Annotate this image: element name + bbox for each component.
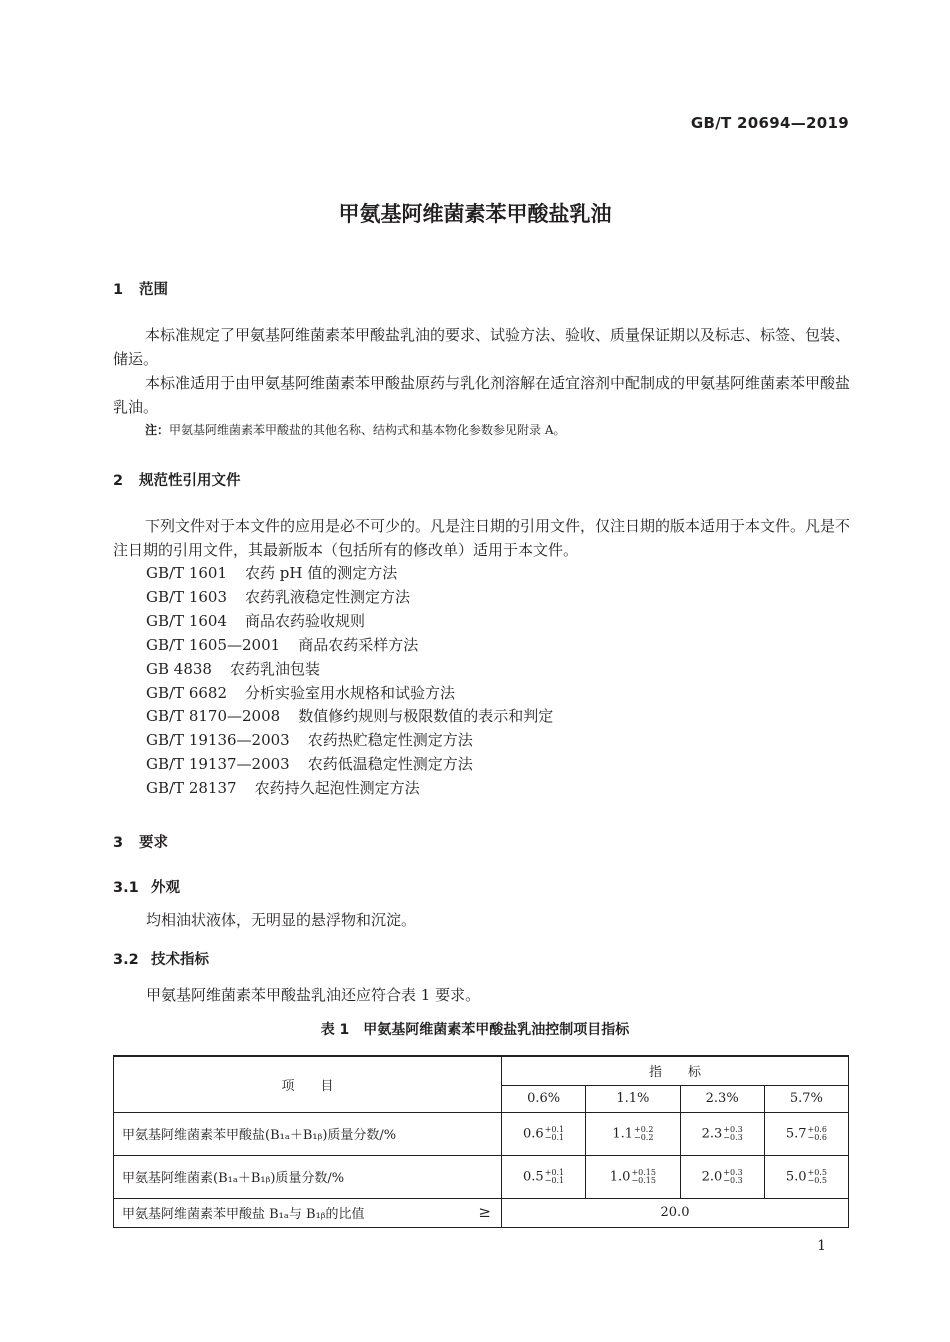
reference-code: GB 4838 — [146, 659, 212, 678]
table-cell: 1.1 +0.2 −0.2 — [586, 1112, 680, 1155]
reference-code: GB/T 6682 — [146, 683, 228, 702]
reference-item — [146, 777, 553, 801]
reference-code: GB/T 1604 — [146, 611, 228, 630]
reference-name: 农药乳油包装 — [229, 659, 320, 678]
table-cell: 1.0 +0.15 −0.15 — [586, 1155, 680, 1198]
section-number: 1 — [113, 282, 124, 298]
column-header: 2.3% — [680, 1085, 764, 1112]
section-3-heading — [113, 831, 168, 852]
section-number: 2 — [113, 473, 124, 489]
reference-item — [146, 610, 553, 634]
reference-code: GB/T 1601 — [146, 564, 228, 582]
table-cell: 20.0 — [502, 1198, 849, 1227]
section-number: 3.2 — [113, 952, 139, 968]
reference-name: 数值修约规则与极限数值的表示和判定 — [298, 707, 554, 726]
reference-name: 农药低温稳定性测定方法 — [307, 755, 473, 774]
reference-code: GB/T 19137—2003 — [146, 755, 290, 774]
row-label: 甲氨基阿维菌素(B₁ₐ＋B₁ᵦ)质量分数/% — [114, 1155, 502, 1198]
section-3-1-heading — [113, 876, 180, 897]
greater-equal-symbol: ≥ — [478, 1203, 491, 1221]
table-cell: 5.7 +0.6 −0.6 — [764, 1112, 848, 1155]
note — [145, 421, 566, 438]
header-index: 指 标 — [502, 1056, 849, 1085]
reference-item — [146, 634, 553, 658]
document-code: GB/T 20694—2019 — [690, 114, 849, 132]
reference-code: GB/T 1605—2001 — [146, 635, 281, 654]
reference-name: 农药乳液稳定性测定方法 — [245, 587, 411, 606]
document-title: 甲氨基阿维菌素苯甲酸盐乳油 — [338, 202, 612, 226]
reference-item — [146, 562, 553, 586]
reference-code: GB/T 8170—2008 — [146, 707, 281, 726]
section-2-heading — [113, 469, 241, 490]
reference-item — [146, 586, 553, 610]
table-row — [114, 1198, 849, 1227]
header-item: 项 目 — [114, 1056, 502, 1112]
table-cell: 5.0 +0.5 −0.5 — [764, 1155, 848, 1198]
reference-item — [146, 682, 553, 706]
table-header-row — [114, 1056, 849, 1085]
reference-name: 分析实验室用水规格和试验方法 — [245, 683, 456, 702]
reference-name: 商品农药采样方法 — [298, 635, 419, 654]
table-caption: 表 1 甲氨基阿维菌素苯甲酸盐乳油控制项目指标 — [320, 1022, 630, 1038]
reference-list — [146, 562, 553, 801]
note-label: 注： — [145, 423, 170, 437]
spec-table — [113, 1055, 849, 1228]
reference-code: GB/T 28137 — [146, 779, 237, 798]
reference-name: 农药热贮稳定性测定方法 — [307, 731, 473, 750]
reference-item — [146, 753, 553, 777]
reference-name: 农药 pH 值的测定方法 — [245, 564, 398, 582]
section-title: 要求 — [139, 835, 168, 851]
reference-code: GB/T 19136—2003 — [146, 731, 290, 750]
column-header: 1.1% — [586, 1085, 680, 1112]
row-label: 甲氨基阿维菌素苯甲酸盐(B₁ₐ＋B₁ᵦ)质量分数/% — [114, 1112, 502, 1155]
paragraph: 下列文件对于本文件的应用是必不可少的。凡是注日期的引用文件，仅注日期的版本适用于本文件。凡是不注日期的引用文件，其最新版本（包括所有的修改单）适用于本文件。 — [113, 517, 851, 559]
section-3-2-heading — [113, 948, 209, 969]
reference-item — [146, 705, 553, 729]
section-title: 外观 — [151, 880, 180, 896]
paragraph: 本标准规定了甲氨基阿维菌素苯甲酸盐乳油的要求、试验方法、验收、质量保证期以及标志、标签、包装、储运。 — [113, 326, 851, 368]
reference-name: 农药持久起泡性测定方法 — [254, 779, 420, 798]
paragraph: 甲氨基阿维菌素苯甲酸盐乳油还应符合表 1 要求。 — [146, 986, 481, 1004]
paragraph: 均相油状液体，无明显的悬浮物和沉淀。 — [146, 911, 417, 929]
reference-name: 商品农药验收规则 — [245, 611, 366, 630]
section-title: 技术指标 — [151, 952, 209, 968]
note-text: 甲氨基阿维菌素苯甲酸盐的其他名称、结构式和基本物化参数参见附录 A。 — [169, 423, 566, 437]
section-1-heading — [113, 278, 168, 299]
table-cell: 0.5 +0.1 −0.1 — [502, 1155, 586, 1198]
page-number: 1 — [817, 1238, 826, 1254]
section-number: 3.1 — [113, 880, 139, 896]
column-header: 0.6% — [502, 1085, 586, 1112]
section-number: 3 — [113, 835, 124, 851]
table-row — [114, 1155, 849, 1198]
paragraph: 本标准适用于由甲氨基阿维菌素苯甲酸盐原药与乳化剂溶解在适宜溶剂中配制成的甲氨基阿维菌素苯甲酸盐乳油。 — [113, 374, 851, 416]
section-title: 范围 — [139, 282, 168, 298]
column-header: 5.7% — [764, 1085, 848, 1112]
reference-code: GB/T 1603 — [146, 587, 228, 606]
row-label: 甲氨基阿维菌素苯甲酸盐 B₁ₐ与 B₁ᵦ的比值 ≥ — [114, 1198, 502, 1227]
table-cell: 2.0 +0.3 −0.3 — [680, 1155, 764, 1198]
section-title: 规范性引用文件 — [139, 473, 241, 489]
reference-item — [146, 658, 553, 682]
reference-item — [146, 729, 553, 753]
table-cell: 0.6 +0.1 −0.1 — [502, 1112, 586, 1155]
table-row — [114, 1112, 849, 1155]
table-cell: 2.3 +0.3 −0.3 — [680, 1112, 764, 1155]
